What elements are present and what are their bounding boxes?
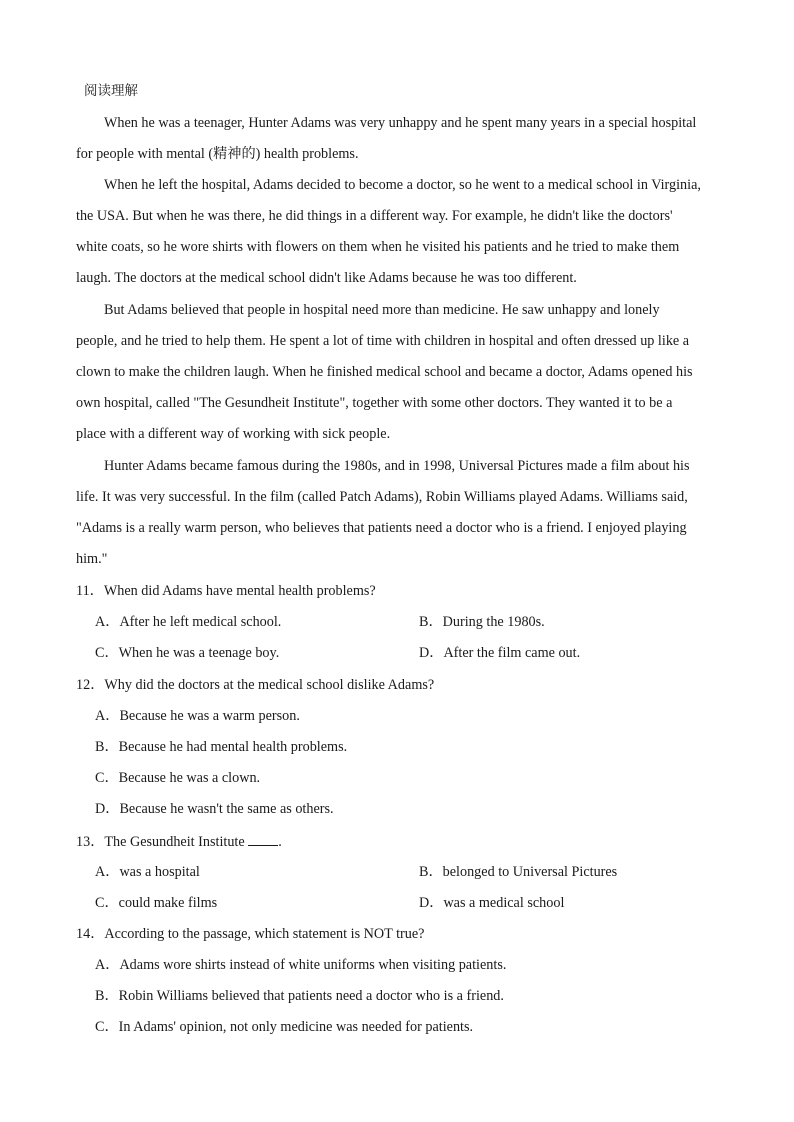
passage-line: people, and he tried to help them. He spent a lot of time with children in hospital and often dressed up like a: [76, 333, 690, 349]
option-c[interactable]: [95, 644, 279, 662]
option-b[interactable]: [95, 987, 504, 1005]
question-stem: [76, 832, 282, 851]
option-label: C．: [95, 645, 119, 661]
passage-line: laugh. The doctors at the medical school didn't like Adams because he was too different.: [76, 270, 577, 286]
question-number: 11．: [76, 583, 104, 599]
option-text: was a medical school: [443, 895, 565, 911]
option-label: A．: [95, 614, 120, 630]
passage-line: life. It was very successful. In the film (called Patch Adams), Robin Williams played Adams. Williams said,: [76, 489, 688, 505]
question-text: According to the passage, which statement is NOT true?: [104, 926, 425, 942]
question-number: 13．: [76, 834, 105, 850]
option-d[interactable]: [419, 894, 564, 912]
option-d[interactable]: [419, 644, 580, 662]
option-a[interactable]: [95, 613, 281, 631]
option-text: was a hospital: [119, 864, 200, 880]
option-d[interactable]: [95, 800, 334, 818]
option-label: D．: [419, 645, 444, 661]
option-label: C．: [95, 1019, 119, 1035]
passage-line: "Adams is a really warm person, who believes that patients need a doctor who is a friend. I enjoyed playing: [76, 520, 687, 536]
passage-line: clown to make the children laugh. When he finished medical school and became a doctor, Adams opened his: [76, 364, 693, 380]
option-label: D．: [419, 895, 444, 911]
answer-blank[interactable]: [248, 832, 278, 846]
passage-line: own hospital, called "The Gesundheit Institute", together with some other doctors. They wanted it to be a: [76, 395, 673, 411]
option-c[interactable]: [95, 894, 217, 912]
passage-line: the USA. But when he was there, he did things in a different way. For example, he didn't like the doctors': [76, 208, 673, 224]
question-text: Why did the doctors at the medical school dislike Adams?: [104, 677, 435, 693]
passage-line: But Adams believed that people in hospital need more than medicine. He saw unhappy and lonely: [104, 302, 660, 318]
question-stem: [76, 676, 434, 694]
question-number: 14．: [76, 926, 105, 942]
passage-line: for people with mental (精神的) health problems.: [76, 146, 359, 162]
option-label: D．: [95, 801, 120, 817]
option-text: After the film came out.: [443, 645, 581, 661]
option-text: During the 1980s.: [442, 614, 545, 630]
option-text: After he left medical school.: [119, 614, 282, 630]
option-text: Because he was a clown.: [118, 770, 261, 786]
option-label: B．: [419, 864, 443, 880]
option-a[interactable]: [95, 707, 300, 725]
passage-line: him.": [76, 551, 108, 567]
question-text: The Gesundheit Institute: [104, 834, 245, 850]
passage-line: When he left the hospital, Adams decided to become a doctor, so he went to a medical school in Virginia,: [104, 177, 701, 193]
option-text: Robin Williams believed that patients need a doctor who is a friend.: [118, 988, 504, 1004]
option-a[interactable]: [95, 956, 506, 974]
option-label: C．: [95, 770, 119, 786]
question-number: 12．: [76, 677, 105, 693]
option-c[interactable]: [95, 1018, 473, 1036]
question-text: When did Adams have mental health problems?: [103, 583, 376, 599]
passage-line: white coats, so he wore shirts with flowers on them when he visited his patients and he tried to make them: [76, 239, 680, 255]
option-b[interactable]: [419, 863, 617, 881]
passage-line: place with a different way of working with sick people.: [76, 426, 391, 442]
option-text: Because he had mental health problems.: [118, 739, 348, 755]
option-label: C．: [95, 895, 119, 911]
option-label: A．: [95, 708, 120, 724]
option-text: could make films: [118, 895, 218, 911]
option-b[interactable]: [95, 738, 347, 756]
option-label: A．: [95, 957, 120, 973]
option-text: In Adams' opinion, not only medicine was needed for patients.: [118, 1019, 474, 1035]
question-stem: [76, 925, 424, 943]
passage-line: When he was a teenager, Hunter Adams was very unhappy and he spent many years in a special hospital: [104, 115, 697, 131]
option-a[interactable]: [95, 863, 200, 881]
option-label: B．: [95, 988, 119, 1004]
option-text: Because he was a warm person.: [119, 708, 300, 724]
option-text: When he was a teenage boy.: [118, 645, 280, 661]
option-label: B．: [419, 614, 443, 630]
option-b[interactable]: [419, 613, 545, 631]
option-text: Adams wore shirts instead of white uniforms when visiting patients.: [119, 957, 507, 973]
option-text: Because he wasn't the same as others.: [119, 801, 334, 817]
passage-line: Hunter Adams became famous during the 1980s, and in 1998, Universal Pictures made a film about his: [104, 458, 690, 474]
option-label: B．: [95, 739, 119, 755]
section-title: 阅读理解: [84, 83, 138, 99]
question-text-end: .: [278, 834, 282, 850]
option-text: belonged to Universal Pictures: [442, 864, 618, 880]
option-label: A．: [95, 864, 120, 880]
question-stem: [76, 582, 376, 600]
option-c[interactable]: [95, 769, 260, 787]
